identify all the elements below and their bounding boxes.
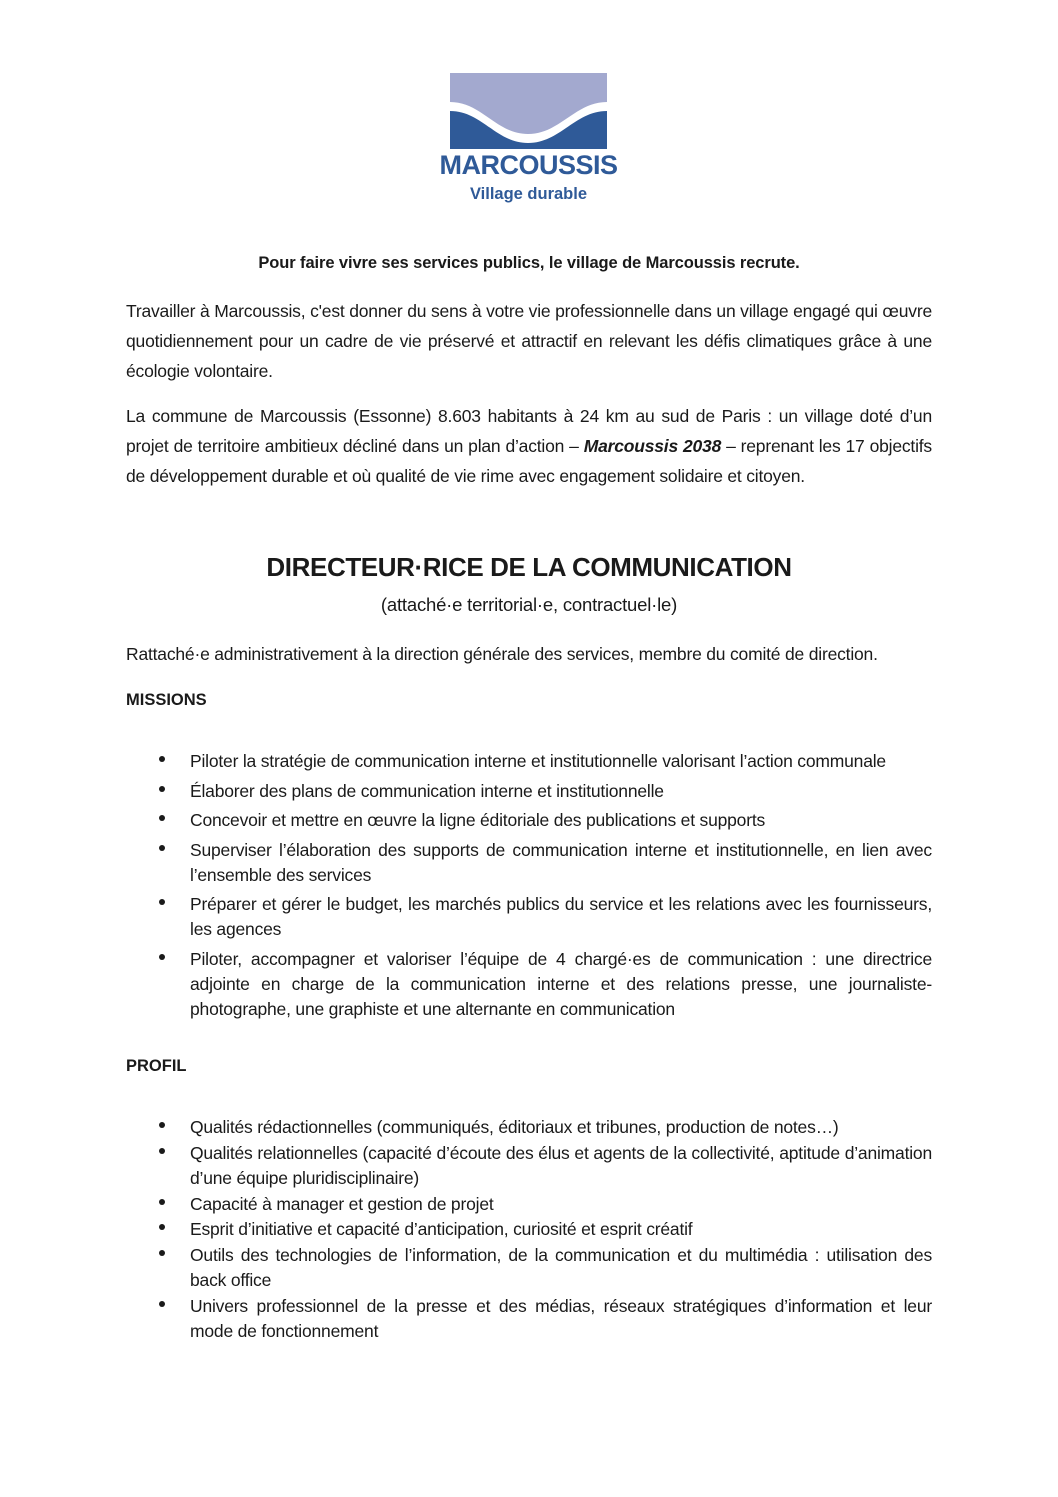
profil-text: Esprit d’initiative et capacité d’anticipation, curiosité et esprit créatif bbox=[190, 1219, 693, 1239]
list-item bbox=[126, 1243, 932, 1294]
bullet-icon bbox=[159, 899, 165, 905]
mission-text: Élaborer des plans de communication interne et institutionnelle bbox=[190, 780, 664, 801]
bullet-icon bbox=[159, 1224, 165, 1230]
mission-text: Concevoir et mettre en œuvre la ligne éditoriale des publications et supports bbox=[190, 810, 766, 830]
bullet-icon bbox=[159, 756, 165, 762]
missions-list bbox=[126, 749, 932, 1026]
list-item bbox=[126, 1141, 932, 1192]
list-item bbox=[126, 1294, 932, 1345]
missions-heading: MISSIONS bbox=[126, 691, 207, 709]
list-item bbox=[126, 1217, 932, 1243]
profil-text: Qualités rédactionnelles (communiqués, éditoriaux et tribunes, production de notes…) bbox=[190, 1117, 839, 1137]
bullet-icon bbox=[159, 786, 165, 792]
intro-paragraph-1: Travailler à Marcoussis, c'est donner du sens à votre vie professionnelle dans un village engagé qui œuvre quotidiennement pour un cadre de vie préservé et attractif en relevant les défis climatiques grâce à une écologie volontaire. bbox=[126, 301, 932, 381]
profil-text: Capacité à manager et gestion de projet bbox=[190, 1193, 494, 1214]
bullet-icon bbox=[159, 1148, 165, 1154]
logo-graphic bbox=[439, 73, 618, 208]
profil-text: Outils des technologies de l’information, de la communication et du multimédia : utilisation des back office bbox=[190, 1244, 932, 1290]
list-item bbox=[126, 779, 932, 804]
bullet-icon bbox=[159, 845, 165, 851]
list-item bbox=[126, 1192, 932, 1218]
bullet-icon bbox=[159, 1122, 165, 1128]
intro-paragraph-2-start: La commune de Marcoussis (Essonne) 8.603 habitants à 24 km au sud de Paris : un village doté d’un projet de territoire ambitieux décliné dans un plan d’action – bbox=[126, 406, 932, 456]
profil-text: Qualités relationnelles (capacité d’écoute des élus et agents de la collectivité, aptitude d’animation d’une équipe pluridisciplinaire) bbox=[190, 1142, 932, 1188]
bullet-icon bbox=[159, 1199, 165, 1205]
profil-heading: PROFIL bbox=[126, 1057, 187, 1075]
bullet-icon bbox=[159, 815, 165, 821]
list-item bbox=[126, 947, 932, 1022]
list-item bbox=[126, 838, 932, 888]
profil-list bbox=[126, 1115, 932, 1345]
bullet-icon bbox=[159, 1301, 165, 1307]
job-title: DIRECTEUR·RICE DE LA COMMUNICATION bbox=[266, 552, 792, 582]
intro-headline: Pour faire vivre ses services publics, le village de Marcoussis recrute. bbox=[258, 254, 800, 272]
logo-name: MARCOUSSIS bbox=[439, 150, 618, 180]
plan-name: Marcoussis 2038 bbox=[583, 436, 722, 456]
list-item bbox=[126, 1115, 932, 1141]
list-item bbox=[126, 892, 932, 942]
list-item bbox=[126, 749, 932, 774]
bullet-icon bbox=[159, 954, 165, 960]
job-subtitle: (attaché·e territorial·e, contractuel·le) bbox=[380, 594, 678, 615]
intro-paragraph-2 bbox=[126, 401, 932, 491]
marcoussis-logo bbox=[439, 73, 618, 208]
job-attachment: Rattaché·e administrativement à la direction générale des services, membre du comité de direction. bbox=[126, 644, 878, 664]
mission-text: Superviser l’élaboration des supports de communication interne et institutionnelle, en lien avec l’ensemble des services bbox=[190, 839, 932, 885]
mission-text: Préparer et gérer le budget, les marchés publics du service et les relations avec les fournisseurs, les agences bbox=[190, 894, 932, 939]
logo-tagline: Village durable bbox=[469, 185, 588, 203]
intro-paragraph-2-end: – reprenant les 17 objectifs de développement durable et où qualité de vie rime avec engagement solidaire et citoyen. bbox=[126, 436, 932, 486]
profil-text: Univers professionnel de la presse et des médias, réseaux stratégiques d’information et leur mode de fonctionnement bbox=[190, 1295, 932, 1341]
list-item bbox=[126, 808, 932, 833]
mission-text: Piloter, accompagner et valoriser l’équipe de 4 chargé·es de communication : une directrice adjointe en charge de la communication interne et des relations presse, une journaliste-photographe, une graphiste et une alternante en communication bbox=[190, 948, 932, 1019]
bullet-icon bbox=[159, 1250, 165, 1256]
mission-text: Piloter la stratégie de communication interne et institutionnelle valorisant l’action communale bbox=[190, 751, 886, 771]
